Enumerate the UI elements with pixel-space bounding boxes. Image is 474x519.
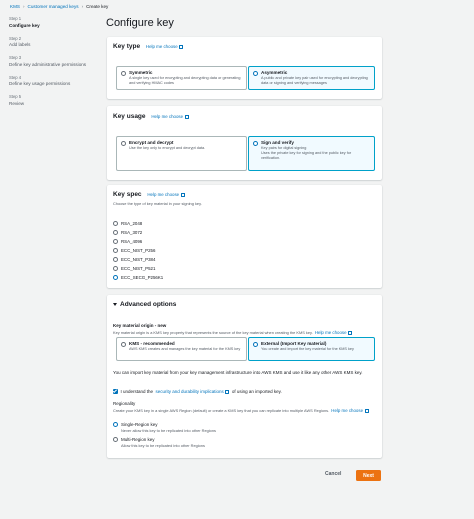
- region-multi-option[interactable]: [113, 437, 205, 448]
- chevron-right-icon: ›: [81, 4, 84, 9]
- step-label: Add labels: [9, 42, 31, 47]
- option-label: ECC_NIST_P384: [121, 257, 156, 262]
- radio-button-selected[interactable]: [253, 342, 258, 347]
- radio-button[interactable]: [113, 230, 118, 235]
- checkbox-checked[interactable]: [113, 389, 118, 394]
- origin-description: [113, 330, 378, 335]
- next-button[interactable]: Next: [356, 470, 381, 481]
- key-type-symmetric-option[interactable]: [116, 66, 247, 90]
- step-5: [9, 94, 104, 107]
- step-number: Step 3: [9, 55, 22, 60]
- external-link-icon: [185, 115, 189, 119]
- chevron-right-icon: ›: [22, 4, 25, 9]
- origin-help-link[interactable]: [315, 330, 352, 335]
- radio-button[interactable]: [113, 266, 118, 271]
- radio-button[interactable]: [113, 248, 118, 253]
- option-label: ECC_SECG_P256K1: [121, 275, 164, 280]
- key-type-asymmetric-option[interactable]: [248, 66, 375, 90]
- radio-button[interactable]: [121, 141, 126, 146]
- step-label: Define key administrative permissions: [9, 61, 87, 67]
- key-usage-encrypt-option[interactable]: [116, 136, 247, 171]
- key-spec-option[interactable]: [113, 248, 155, 253]
- key-type-panel: [107, 37, 382, 99]
- origin-description-text: Key material origin is a KMS key property that represents the source of the key material when creating the KMS key.: [113, 330, 313, 335]
- key-spec-panel: [107, 185, 382, 288]
- key-usage-panel: [107, 106, 382, 180]
- option-label: RSA_2048: [121, 221, 143, 226]
- wizard-steps: [9, 16, 104, 114]
- option-label: Asymmetric: [261, 70, 288, 75]
- origin-external-option[interactable]: [248, 337, 375, 361]
- breadcrumb: [10, 4, 108, 9]
- external-link-icon: [179, 45, 183, 49]
- key-type-heading: Key type: [113, 43, 141, 50]
- option-label: External (Import Key material): [261, 341, 327, 346]
- key-spec-option[interactable]: [113, 230, 142, 235]
- breadcrumb-keys-link[interactable]: Customer managed keys: [27, 4, 79, 9]
- option-label: KMS - recommended: [129, 341, 175, 346]
- key-usage-title: [113, 113, 189, 120]
- step-label: Review: [9, 100, 25, 106]
- option-description: Key pairs for digital signing: [261, 146, 307, 150]
- breadcrumb-kms-link[interactable]: KMS: [10, 4, 20, 9]
- option-description: AWS KMS creates and manages the key material for the KMS key: [129, 347, 241, 351]
- key-usage-heading: Key usage: [113, 113, 146, 120]
- radio-button-selected[interactable]: [253, 71, 258, 76]
- key-spec-option[interactable]: [113, 257, 155, 262]
- option-description: A single key used for encrypting and decrypting data or generating and verifying HMAC codes: [129, 76, 241, 85]
- radio-button[interactable]: [121, 342, 126, 347]
- key-type-title: [113, 43, 183, 50]
- import-note: You can import key material from your key management infrastructure into AWS KMS and use it like any other AWS KMS key.: [113, 370, 363, 375]
- option-label: Single-Region key: [121, 422, 158, 427]
- radio-button[interactable]: [121, 71, 126, 76]
- acknowledge-checkbox-row[interactable]: [113, 389, 282, 394]
- step-label: Define key usage permissions: [9, 81, 71, 86]
- breadcrumb-current: Create key: [86, 4, 109, 9]
- option-label: Multi-Region key: [121, 437, 155, 442]
- radio-button[interactable]: [113, 221, 118, 226]
- option-label: Sign and verify: [261, 140, 294, 145]
- help-link-label: Help me choose: [151, 114, 184, 119]
- step-1: [9, 16, 104, 29]
- option-label: RSA_4096: [121, 239, 143, 244]
- key-spec-subtitle: Choose the type of key material in your signing key.: [113, 201, 202, 206]
- external-link-icon: [348, 331, 352, 335]
- radio-button-selected[interactable]: [253, 141, 258, 146]
- regionality-help-link[interactable]: [331, 408, 368, 413]
- origin-label: Key material origin - new: [113, 323, 167, 328]
- step-number: Step 1: [9, 16, 22, 21]
- regionality-description: [113, 408, 375, 413]
- option-label: Encrypt and decrypt: [129, 140, 174, 145]
- ack-prefix: I understand the: [120, 389, 154, 394]
- option-label: ECC_NIST_P521: [121, 266, 156, 271]
- key-spec-option[interactable]: [113, 266, 155, 271]
- external-link-icon: [225, 390, 229, 394]
- radio-button[interactable]: [113, 239, 118, 244]
- step-3: [9, 55, 104, 68]
- step-label: Configure key: [9, 22, 40, 28]
- key-spec-title: [113, 191, 185, 198]
- page-title: Configure key: [106, 17, 174, 29]
- regionality-label: Regionality: [113, 401, 136, 406]
- key-spec-heading: Key spec: [113, 191, 142, 198]
- key-spec-option[interactable]: [113, 221, 142, 226]
- option-description-2: Uses the private key for signing and the public key for verification.: [261, 150, 352, 160]
- advanced-options-toggle[interactable]: [113, 301, 176, 308]
- option-description: Allow this key to be replicated into other Regions: [121, 443, 205, 448]
- help-link-label: Help me choose: [147, 192, 180, 197]
- external-link-icon: [181, 193, 185, 197]
- option-description: Never allow this key to be replicated into other Regions: [121, 428, 216, 433]
- option-label: RSA_3072: [121, 230, 143, 235]
- step-2: [9, 36, 104, 49]
- option-label: Symmetric: [129, 70, 153, 75]
- key-usage-sign-option[interactable]: [248, 136, 375, 171]
- ack-suffix: of using an imported key.: [231, 389, 282, 394]
- region-single-option[interactable]: [113, 422, 216, 433]
- radio-button[interactable]: [113, 437, 118, 442]
- help-link[interactable]: [146, 44, 183, 49]
- radio-button-selected[interactable]: [113, 422, 118, 427]
- step-number: Step 2: [9, 35, 22, 41]
- step-4: [9, 75, 104, 88]
- key-spec-option[interactable]: [113, 239, 142, 244]
- radio-button-selected[interactable]: [113, 275, 118, 280]
- option-label: ECC_NIST_P256: [121, 248, 156, 253]
- step-number: Step 4: [9, 74, 22, 80]
- ack-link-label: security and durability implications: [155, 389, 224, 394]
- regionality-description-text: Create your KMS key in a single AWS Region (default) or create a KMS key that you can replicate into multiple AWS Regions.: [113, 408, 330, 413]
- help-link[interactable]: [147, 192, 184, 197]
- cancel-button[interactable]: Cancel: [325, 471, 342, 477]
- advanced-options-heading: Advanced options: [120, 301, 177, 308]
- origin-kms-option[interactable]: [116, 337, 247, 361]
- step-number: Step 5: [9, 94, 22, 99]
- option-description: You create and import the key material for the KMS key: [261, 347, 354, 351]
- radio-button[interactable]: [113, 257, 118, 262]
- external-link-icon: [365, 409, 369, 413]
- option-description: A public and private key pair used for encrypting and decrypting data or signing and verifying messages: [261, 76, 368, 85]
- advanced-options-panel: [107, 295, 382, 458]
- key-spec-option-selected[interactable]: [113, 275, 163, 280]
- option-description: Use the key only to encrypt and decrypt data.: [129, 146, 206, 150]
- security-implications-link[interactable]: [156, 389, 230, 394]
- help-link[interactable]: [151, 114, 188, 119]
- help-link-label: Help me choose: [314, 330, 347, 335]
- caret-down-icon: [113, 303, 117, 306]
- help-link-label: Help me choose: [331, 408, 364, 413]
- help-link-label: Help me choose: [145, 44, 178, 49]
